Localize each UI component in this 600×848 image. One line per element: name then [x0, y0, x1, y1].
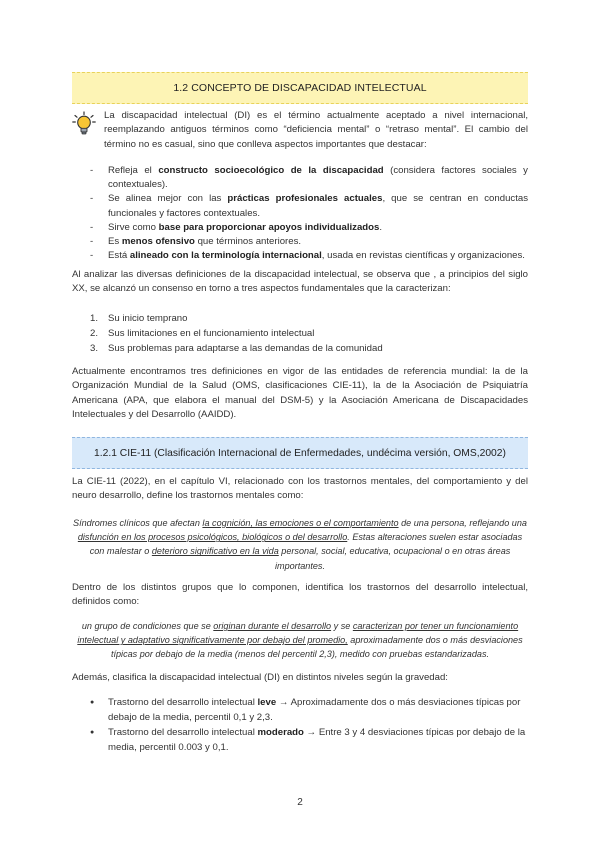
- list-item: - Está alineado con la terminología internacional, usada en revistas científicas y organizaciones.: [90, 249, 528, 263]
- cie-paragraph: La CIE-11 (2022), en el capítulo VI, relacionado con los trastornos mentales, del comportamiento y del neuro desarrollo, define los trastornos mentales como:: [72, 476, 528, 502]
- levels-paragraph: Además, clasifica la discapacidad intelectual (DI) en distintos niveles según la gravedad:: [72, 672, 448, 683]
- definition-quote: Síndromes clínicos que afectan la cognición, las emociones o el comportamiento de una persona, reflejando una disfunción en los procesos psicológicos, biológicos o del desarrollo. Estas alteraciones suelen estar asociadas con malestar o deterioro significativo en la vida personal, social, educativa, ocupacional o en otras áreas importantes.: [73, 518, 527, 571]
- section-heading: 1.2 CONCEPTO DE DISCAPACIDAD INTELECTUAL: [72, 72, 528, 104]
- list-item: - Se alinea mejor con las prácticas profesionales actuales, que se centran en conductas funcionales y factores contextuales.: [90, 192, 528, 220]
- consensus-paragraph: Al analizar las diversas definiciones de la discapacidad intelectual, se observa que , a principios del siglo XX, se alcanzó un consenso en torno a tres aspectos fundamentales que la caracterizan:: [72, 269, 528, 295]
- list-item: 2. Sus limitaciones en el funcionamiento intelectual: [90, 328, 315, 340]
- aspects-list: [90, 311, 528, 357]
- list-item: 1. Su inicio temprano: [90, 313, 188, 324]
- definitions-paragraph: Actualmente encontramos tres definiciones en vigor de las entidades de referencia mundial: la de la Organización Mundial de la Salud (OMS, clasificaciones CIE-11), la de la Asociación de Psiquiatría Americana (APA, que elabora el manual del DSM-5) y la Asociación Americana de Discapacidades Intelectuales y del Desarrollo (AAIDD).: [72, 366, 528, 421]
- intro-paragraph: La discapacidad intelectual (DI) es el término actualmente aceptado a nivel internacional, reemplazando antiguos términos como “deficiencia mental” o “retraso mental”. El cambio del término no es casual, sino que conlleva aspectos importantes que destacar:: [104, 110, 528, 150]
- list-item: ● Trastorno del desarrollo intelectual moderado → Entre 3 y 4 desviaciones típicas por debajo de la media, percentil 0.003 y 0,1.: [90, 725, 528, 755]
- subsection-heading: 1.2.1 CIE-11 (Clasificación Internacional de Enfermedades, undécima versión, OMS,2002): [72, 437, 528, 469]
- list-item: - Refleja el constructo socioecológico de la discapacidad (considera factores sociales y contextuales).: [90, 164, 528, 192]
- list-item: 3. Sus problemas para adaptarse a las demandas de la comunidad: [90, 343, 383, 355]
- list-item: - Sirve como base para proporcionar apoyos individualizados.: [90, 221, 528, 235]
- list-item: - Es menos ofensivo que términos anteriores.: [90, 235, 528, 249]
- groups-paragraph: Dentro de los distintos grupos que lo componen, identifica los trastornos del desarrollo intelectual, definidos como:: [72, 582, 528, 608]
- feature-list: [90, 164, 528, 263]
- list-item: ● Trastorno del desarrollo intelectual leve → Aproximadamente dos o más desviaciones típicas por debajo de la media, percentil 0,1 y 2,3.: [90, 695, 528, 725]
- lightbulb-icon: [72, 111, 96, 137]
- definition-quote: un grupo de condiciones que se originan durante el desarrollo y se caracterizan por tener un funcionamiento intelectual y adaptativo significativamente por debajo del promedio, aproximadamente dos o más desviaciones típicas por debajo de la media (menos del percentil 2,3), medido con pruebas estandarizadas.: [77, 621, 523, 660]
- levels-list: [90, 695, 528, 755]
- page-number: 2: [297, 797, 303, 808]
